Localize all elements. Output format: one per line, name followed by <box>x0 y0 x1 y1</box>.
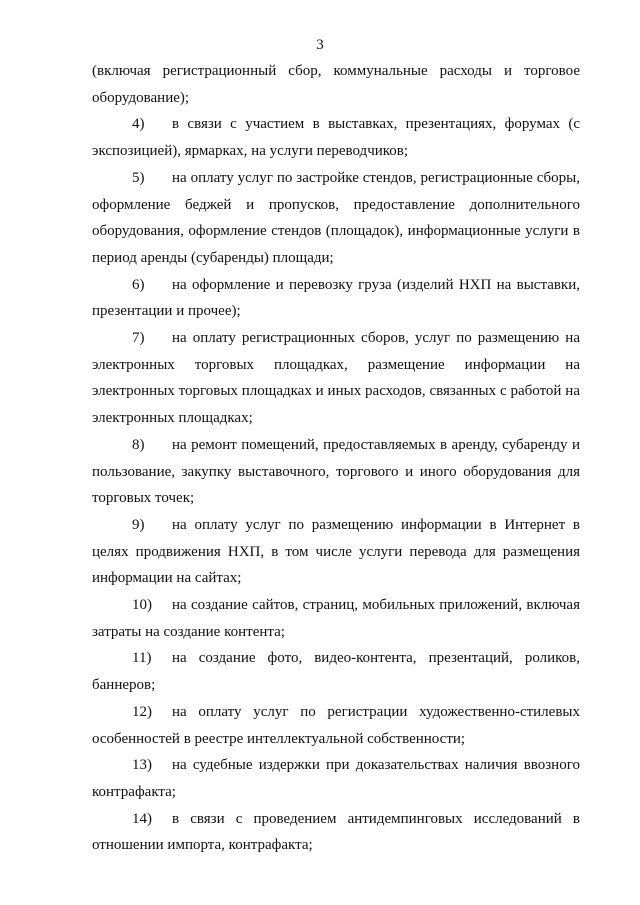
item-number: 11) <box>132 650 152 667</box>
page-number: 3 <box>316 37 324 53</box>
item-text: на оплату услуг по регистрации художественно-стилевых особенностей в реестре интеллектуальной собственности; <box>92 703 580 747</box>
item-text: на создание сайтов, страниц, мобильных приложений, включая затраты на создание контента; <box>92 597 580 640</box>
item-number: 5) <box>132 169 145 186</box>
list-item <box>92 752 580 805</box>
list-item <box>92 325 580 432</box>
document-body <box>92 58 580 859</box>
list-item <box>92 111 580 164</box>
item-number: 14) <box>132 810 152 827</box>
item-number: 12) <box>132 703 152 720</box>
item-number: 10) <box>132 597 152 614</box>
item-text: на оплату услуг по размещению информации в Интернет в целях продвижения НХП, в том числе услуги перевода для размещения информации на сайтах; <box>92 516 580 587</box>
item-number: 6) <box>132 276 145 293</box>
list-item <box>92 272 580 325</box>
item-text: на оплату регистрационных сборов, услуг по размещению на электронных торговых площадках, размещение информации на электронных торговых площадках и иных расходов, связанных с работой на электронных площадках; <box>92 330 580 427</box>
list-item <box>92 165 580 272</box>
item-text: на судебные издержки при доказательствах наличия ввозного контрафакта; <box>92 757 580 800</box>
item-number: 7) <box>132 330 145 347</box>
item-number: 4) <box>132 116 145 133</box>
item-number: 8) <box>132 436 145 453</box>
item-text: на оформление и перевозку груза (изделий НХП на выставки, презентации и прочее); <box>92 276 580 320</box>
list-item <box>92 512 580 592</box>
item-text: в связи с участием в выставках, презентациях, форумах (с экспозицией), ярмарках, на услуги переводчиков; <box>92 116 580 160</box>
item-text: на ремонт помещений, предоставляемых в аренду, субаренду и пользование, закупку выставочного, торгового и иного оборудования для торговых точек; <box>92 436 580 507</box>
item-text: на создание фото, видео-контента, презентаций, роликов, баннеров; <box>92 650 580 694</box>
item-text: на оплату услуг по застройке стендов, регистрационные сборы, оформление беджей и пропусков, предоставление дополнительного оборудования, оформление стендов (площадок), информационные услуги в период аренды (субаренды) площади; <box>92 169 580 266</box>
item-text: в связи с проведением антидемпинговых исследований в отношении импорта, контрафакта; <box>92 810 580 854</box>
continuation-paragraph: (включая регистрационный сбор, коммунальные расходы и торговое оборудование); <box>92 63 580 106</box>
list-item <box>92 645 580 698</box>
list-item <box>92 699 580 752</box>
item-number: 9) <box>132 516 145 533</box>
list-item <box>92 432 580 512</box>
list-item <box>92 592 580 645</box>
item-number: 13) <box>132 757 152 774</box>
list-item <box>92 806 580 859</box>
